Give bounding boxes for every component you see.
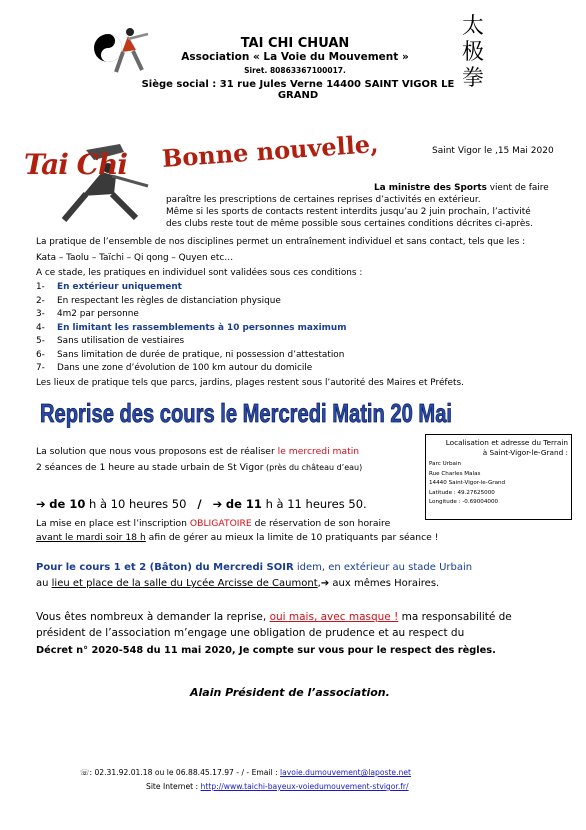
condition-number: 4- bbox=[36, 322, 45, 333]
inscription-text: La mise en place est l’inscription bbox=[36, 518, 190, 529]
condition-text: En extérieur uniquement bbox=[57, 282, 182, 292]
schedule-de-2: de bbox=[225, 497, 246, 511]
inscription-obligatoire: OBLIGATOIRE bbox=[189, 518, 252, 529]
email-link[interactable]: lavoie.dumouvement@laposte.net bbox=[280, 768, 411, 777]
location-line: Rue Charles Malas bbox=[429, 470, 481, 477]
courses-prefix: au bbox=[36, 578, 52, 589]
arrow-right-icon: ➔ bbox=[36, 497, 46, 511]
location-line: Longitude : -0.69004000 bbox=[429, 499, 499, 505]
condition-number: 2- bbox=[36, 295, 45, 306]
footer-phones: : 02.31.92.01.18 ou le 06.88.45.17.97 - / - Email : bbox=[89, 768, 281, 777]
condition-item bbox=[36, 349, 346, 363]
inscription-deadline: avant le mardi soir 18 h bbox=[36, 532, 146, 543]
header-title: TAI CHI CHUAN bbox=[240, 36, 350, 51]
phone-icon: ☏ bbox=[80, 768, 90, 777]
numerous-line-3: Décret n° 2020-548 du 11 mai 2020, Je compte sur vous pour le respect des règles. bbox=[36, 645, 496, 656]
condition-item bbox=[36, 281, 346, 295]
numerous-line-2: président de l’association m’engage une obligation de prudence et au respect du bbox=[36, 627, 465, 639]
location-line: Parc Urbain bbox=[429, 461, 462, 467]
condition-item bbox=[36, 308, 346, 322]
schedule-range-1: h à 10 heures 50 bbox=[85, 497, 187, 511]
courses-same-hours: aux mêmes Horaires. bbox=[329, 578, 440, 589]
banner-text: Reprise des cours le Mercredi Matin 20 Mai bbox=[40, 398, 452, 428]
association-logo bbox=[92, 22, 154, 80]
solution-line-1 bbox=[36, 446, 359, 458]
conditions-list bbox=[36, 281, 346, 376]
reprise-banner bbox=[40, 396, 455, 428]
courses-place: lieu et place de la salle du Lycée Arcisse de Caumont bbox=[51, 578, 318, 589]
inscription-line-2 bbox=[36, 532, 438, 544]
practice-line-1: La pratique de l’ensemble de nos disciplines permet un entraînement individuel et sans contact, tels que les : bbox=[36, 237, 526, 247]
condition-item bbox=[36, 295, 346, 309]
chinese-char-1: 太 bbox=[461, 14, 484, 39]
location-title-1: Localisation et adresse du Terrain bbox=[445, 438, 568, 447]
header-association: Association « La Voie du Mouvement » bbox=[181, 51, 409, 63]
location-box bbox=[425, 434, 572, 520]
arrow-right-icon: ➔ bbox=[320, 578, 330, 589]
condition-text: En respectant les règles de distanciation physique bbox=[57, 295, 281, 306]
header-siege: Siège social : 31 rue Jules Verne 14400 SAINT VIGOR LE GRAND bbox=[141, 79, 455, 101]
taichi-logo-text: Tai Chi bbox=[24, 148, 127, 181]
schedule-hour-1: 10 bbox=[69, 497, 86, 511]
signature: Alain Président de l’association. bbox=[190, 686, 390, 699]
courses-comma: , bbox=[317, 578, 321, 589]
condition-number: 5- bbox=[36, 336, 45, 346]
condition-item bbox=[36, 322, 346, 336]
intro-line-1-rest: vient de faire bbox=[486, 183, 549, 193]
courses-outdoor: idem, en extérieur au stade Urbain bbox=[293, 562, 473, 573]
condition-text: Sans utilisation de vestiaires bbox=[57, 336, 185, 346]
condition-number: 1- bbox=[36, 282, 45, 292]
schedule-hour-2: 11 bbox=[245, 497, 262, 511]
inscription-rest: de réservation de son horaire bbox=[251, 518, 391, 529]
inscription-limit: afin de gérer au mieux la limite de 10 pratiquants par séance ! bbox=[145, 532, 439, 543]
intro-line-3: Même si les sports de contacts restent interdits jusqu’au 2 juin prochain, l’activité bbox=[166, 207, 531, 217]
location-line: 14440 Saint-Vigor-le-Grand bbox=[429, 480, 506, 486]
courses-line-1 bbox=[36, 562, 472, 574]
condition-text: En limitant les rassemblements à 10 personnes maximum bbox=[57, 322, 347, 333]
condition-text: Dans une zone d’évolution de 100 km autour du domicile bbox=[57, 363, 313, 373]
chinese-char-3: 拳 bbox=[461, 66, 484, 91]
courses-line-2 bbox=[36, 578, 439, 590]
headline-bonne-nouvelle: Bonne nouvelle, bbox=[160, 128, 380, 173]
website-link[interactable]: http://www.taichi-bayeux-voiedumouvement-stvigor.fr/ bbox=[200, 782, 409, 791]
condition-item bbox=[36, 362, 346, 376]
inscription-line-1 bbox=[36, 518, 390, 530]
condition-text: Sans limitation de durée de pratique, ni possession d’attestation bbox=[57, 349, 345, 360]
solution-sessions: 2 séances de 1 heure au stade urbain de St Vigor bbox=[36, 462, 264, 473]
solution-wednesday: le mercredi matin bbox=[274, 446, 360, 457]
courses-evening: Pour le cours 1 et 2 (Bâton) du Mercredi SOIR bbox=[36, 562, 294, 573]
practice-line-2: Kata – Taolu – Taïchi – Qi qong – Quyen etc… bbox=[36, 253, 234, 263]
condition-number: 6- bbox=[36, 349, 45, 360]
footer-contact bbox=[80, 768, 411, 777]
location-title-2: à Saint-Vigor-le-Grand : bbox=[482, 448, 568, 457]
header-siret: Siret. 80863367100017. bbox=[244, 66, 346, 75]
condition-number: 7- bbox=[36, 363, 45, 373]
site-label: Site Internet : bbox=[146, 782, 201, 791]
numerous-mask: oui mais, avec masque ! bbox=[269, 611, 399, 623]
solution-near-water-tower: (près du château d’eau) bbox=[263, 463, 363, 472]
arrow-right-icon: ➔ bbox=[212, 497, 223, 511]
condition-number: 3- bbox=[36, 309, 45, 319]
solution-line-2 bbox=[36, 462, 362, 474]
practice-line-3: A ce stade, les pratiques en individuel sont validées sous ces conditions : bbox=[36, 268, 363, 278]
intro-line-4: des clubs reste tout de même possible sous certaines conditions décrites ci-après. bbox=[166, 219, 533, 229]
location-line: Latitude : 49.27625000 bbox=[429, 489, 495, 496]
solution-text: La solution que nous vous proposons est de réaliser bbox=[36, 446, 275, 457]
condition-text: 4m2 par personne bbox=[57, 309, 139, 319]
numerous-rest: ma responsabilité de bbox=[398, 611, 512, 623]
chinese-char-2: 极 bbox=[461, 40, 484, 65]
document-date: Saint Vigor le ,15 Mai 2020 bbox=[432, 146, 554, 156]
numerous-line-1 bbox=[36, 611, 512, 623]
schedule-de-1: de bbox=[49, 497, 70, 511]
minister-label: La ministre des Sports bbox=[374, 183, 487, 193]
intro-line-1 bbox=[374, 182, 549, 194]
schedule-line bbox=[36, 496, 367, 512]
places-text: Les lieux de pratique tels que parcs, jardins, plages restent sous l’autorité des Maires et Préfets. bbox=[36, 378, 464, 388]
numerous-text: Vous êtes nombreux à demander la reprise, bbox=[36, 611, 270, 623]
condition-item bbox=[36, 335, 346, 349]
schedule-range-2: h à 11 heures 50. bbox=[261, 497, 367, 511]
footer-site bbox=[146, 782, 409, 791]
intro-line-2: paraître les prescriptions de certaines reprises d’activités en extérieur. bbox=[166, 195, 481, 205]
schedule-slash: / bbox=[197, 497, 202, 511]
